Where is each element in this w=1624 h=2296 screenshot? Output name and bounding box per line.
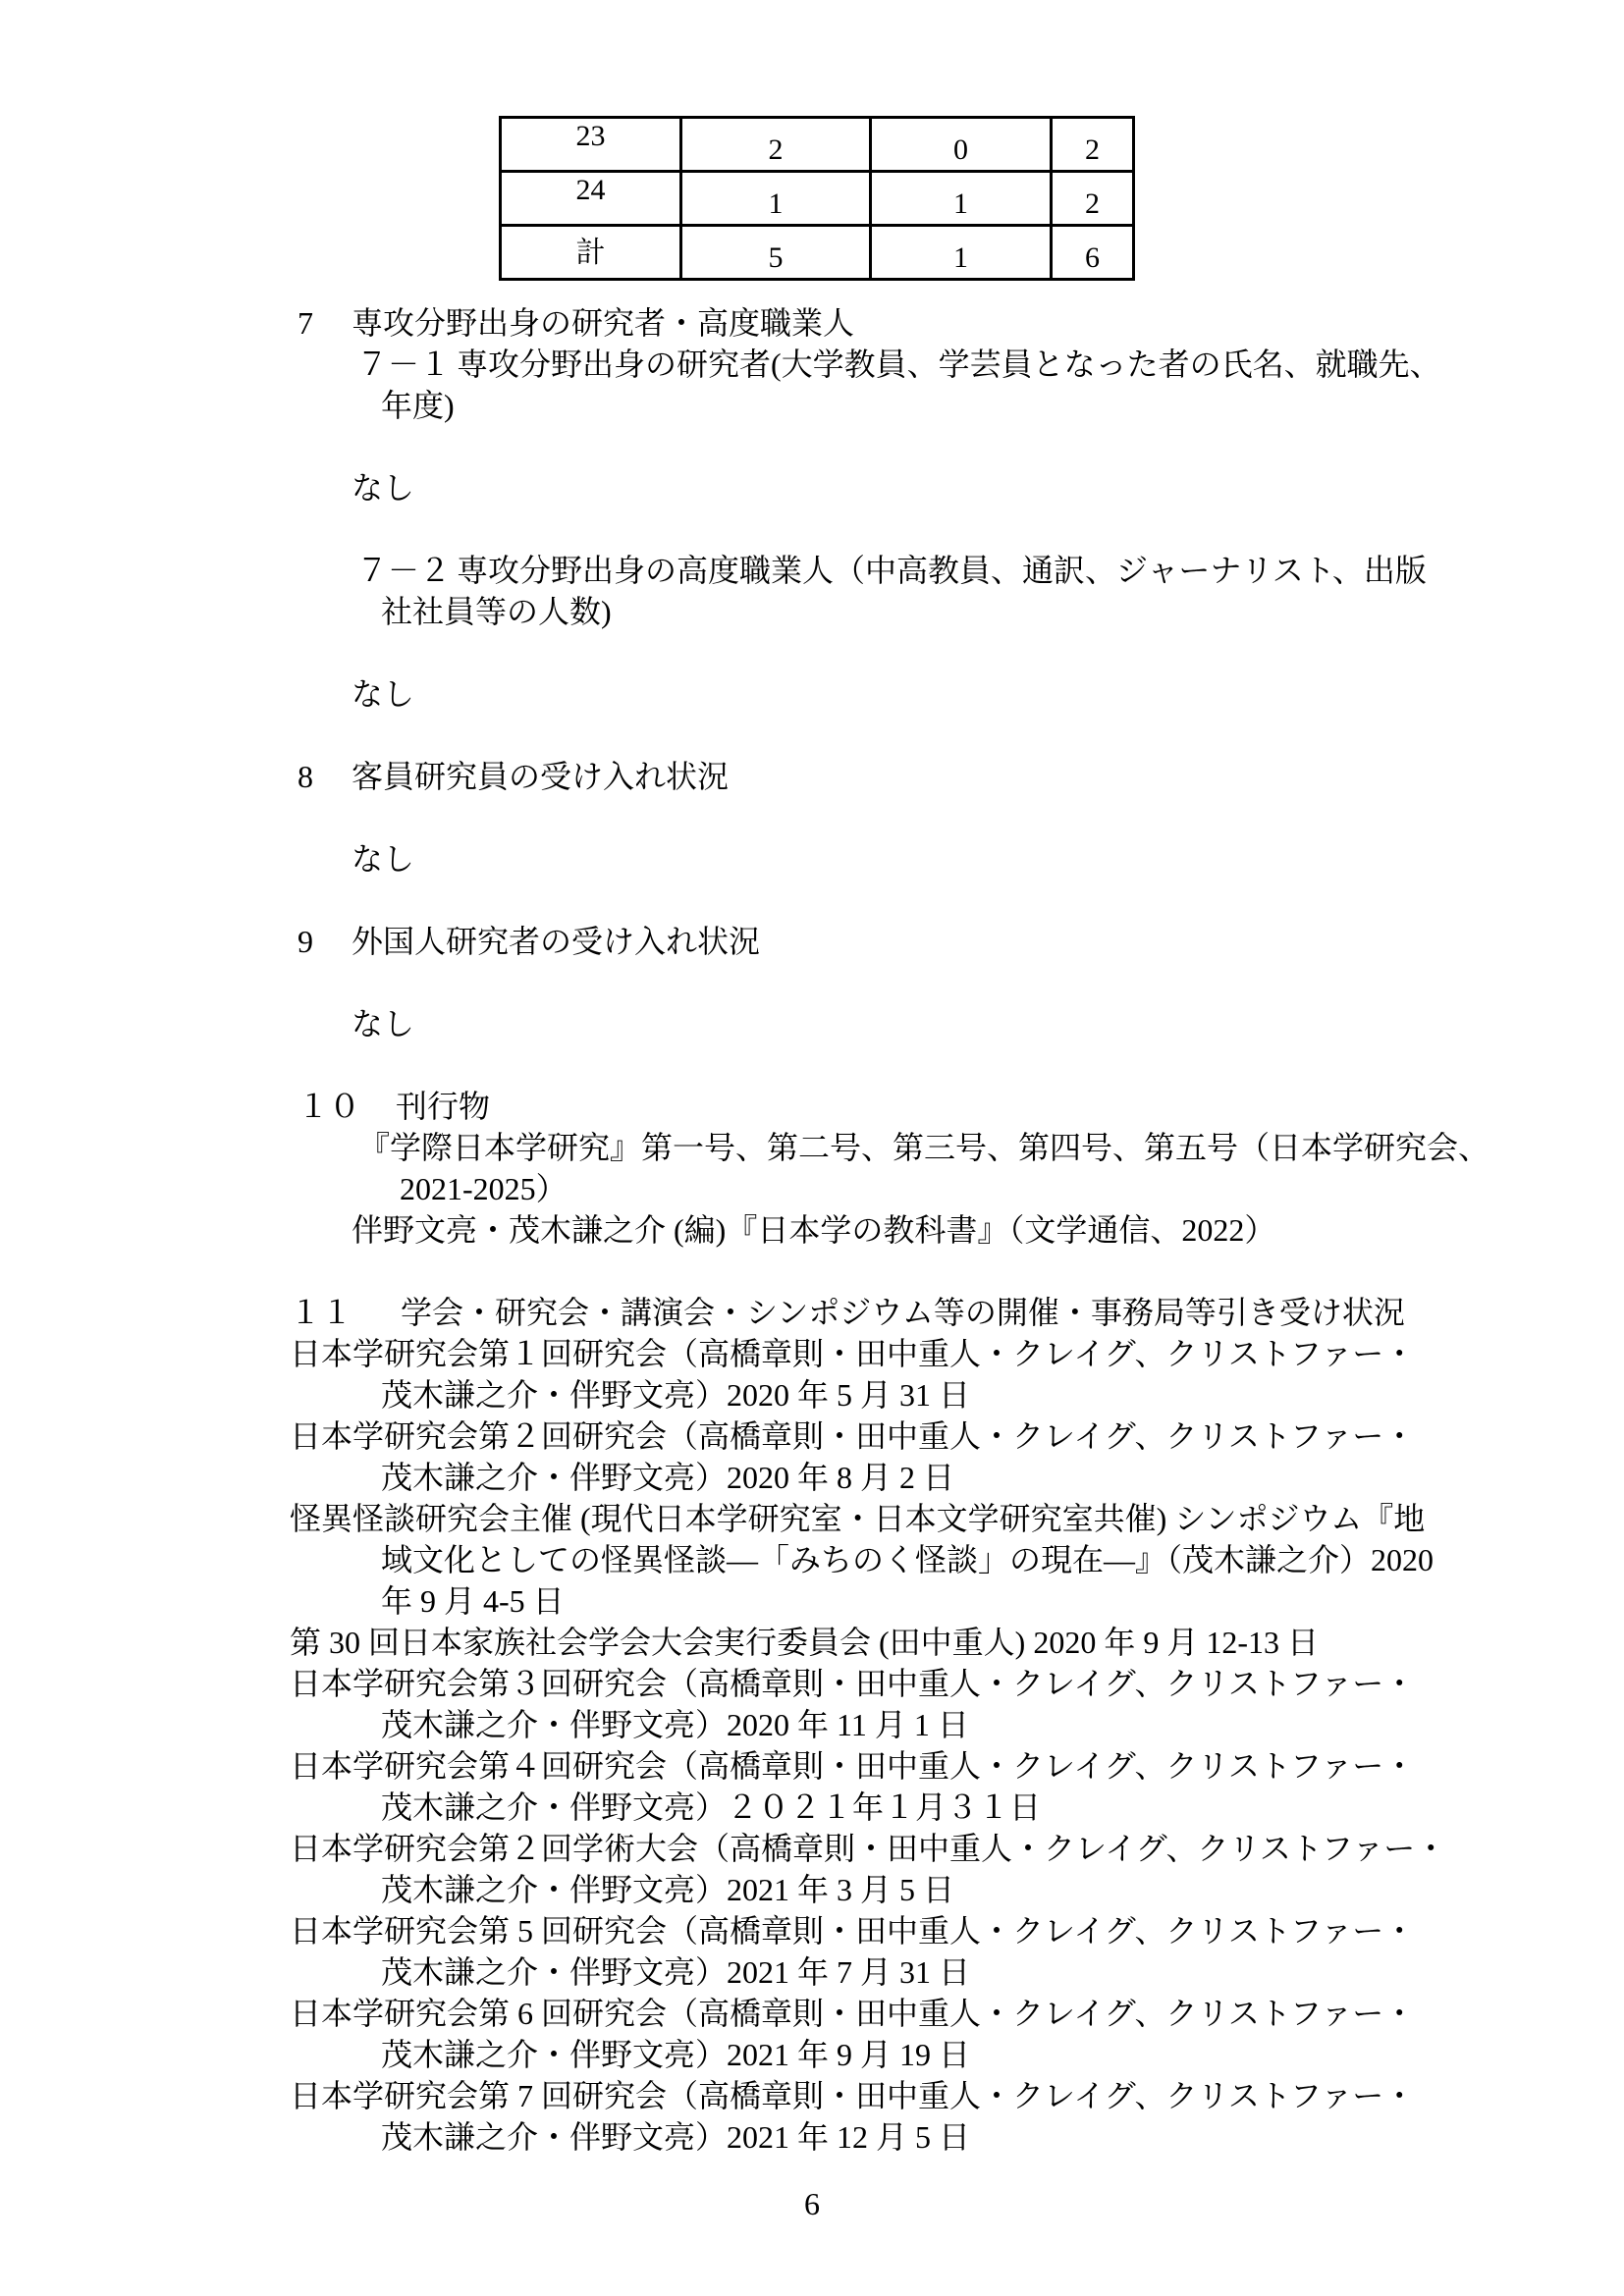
table-row-label: 24 — [501, 172, 681, 226]
publication-text: 伴野文亮・茂木謙之介 (編)『日本学の教科書』（文学通信、2022） — [352, 1212, 1276, 1248]
result-text: なし — [352, 676, 415, 712]
result-text: なし — [352, 470, 415, 506]
event-text: 茂木謙之介・伴野文亮）2021 年 12 月 5 日 — [381, 2119, 971, 2155]
event-item-line — [290, 1745, 1416, 1787]
event-text: 茂木謙之介・伴野文亮）２０２１年１月３１日 — [381, 1789, 1042, 1825]
event-item-line — [381, 2034, 1389, 2075]
publication-text: 2021-2025） — [400, 1171, 568, 1206]
event-item-line — [290, 2075, 1416, 2116]
document-body — [290, 302, 1490, 2158]
table-row — [501, 226, 1134, 280]
page-number: 6 — [804, 2186, 820, 2221]
summary-table — [499, 116, 1135, 281]
event-text: 怪異怪談研究会主催 (現代日本学研究室・日本文学研究室共催) シンポジウム『地 — [290, 1501, 1426, 1536]
section9-title: 外国人研究者の受け入れ状況 — [352, 924, 761, 959]
section11-title: 学会・研究会・講演会・シンポジウム等の開催・事務局等引き受け状況 — [401, 1295, 1405, 1330]
event-item-line — [381, 1457, 1389, 1498]
event-item-line — [381, 1704, 1389, 1745]
section9-number: 9 — [298, 924, 313, 959]
event-text: 日本学研究会第 6 回研究会（高橋章則・田中重人・クレイグ、クリストファー・ — [290, 1996, 1416, 2031]
section7-heading — [298, 302, 1389, 344]
event-item-line — [381, 2116, 1389, 2158]
table-cell: 1 — [681, 172, 871, 226]
event-text: 茂木謙之介・伴野文亮）2021 年 3 月 5 日 — [381, 1872, 955, 1907]
section9-heading — [298, 921, 1389, 962]
section8-result — [352, 838, 1389, 880]
section11-heading — [290, 1292, 1405, 1333]
section8-heading — [298, 756, 1389, 797]
event-item-line — [381, 1580, 1389, 1622]
event-text: 年 9 月 4-5 日 — [381, 1583, 565, 1619]
publication-line — [400, 1168, 1389, 1209]
event-item-line — [290, 1415, 1416, 1457]
event-text: 域文化としての怪異怪談―「みちのく怪談」の現在―』（茂木謙之介）2020 — [381, 1542, 1435, 1577]
event-item-line — [290, 1993, 1416, 2034]
event-item-line — [381, 1787, 1389, 1828]
section11-number: １１ — [290, 1295, 353, 1330]
event-text: 茂木謙之介・伴野文亮）2020 年 8 月 2 日 — [381, 1460, 955, 1495]
event-text: 日本学研究会第３回研究会（高橋章則・田中重人・クレイグ、クリストファー・ — [290, 1666, 1416, 1701]
event-text: 日本学研究会第４回研究会（高橋章則・田中重人・クレイグ、クリストファー・ — [290, 1748, 1416, 1784]
section10-number: １０ — [298, 1089, 361, 1124]
result-text: なし — [352, 841, 415, 877]
section9-result — [352, 1003, 1389, 1044]
section7-1-title-line1: 専攻分野出身の研究者(大学教員、学芸員となった者の氏名、就職先、 — [457, 347, 1441, 382]
event-item-line — [290, 1498, 1426, 1539]
event-item-line — [381, 1374, 1389, 1415]
event-text: 日本学研究会第２回研究会（高橋章則・田中重人・クレイグ、クリストファー・ — [290, 1418, 1416, 1454]
table-row-label: 23 — [501, 118, 681, 172]
section10-title: 刊行物 — [396, 1089, 491, 1124]
table-row — [501, 118, 1134, 172]
table-cell: 1 — [871, 172, 1052, 226]
event-item-line — [290, 1333, 1416, 1374]
event-text: 第 30 回日本家族社会学会大会実行委員会 (田中重人) 2020 年 9 月 12-13 日 — [290, 1625, 1319, 1660]
table-cell: 2 — [1052, 118, 1134, 172]
publication-line — [352, 1209, 1389, 1251]
event-item-line — [381, 1869, 1389, 1910]
section7-1-title-line2 — [381, 385, 1389, 426]
table-cell: 1 — [871, 226, 1052, 280]
section7-2-title-line2-text: 社社員等の人数) — [381, 594, 612, 629]
event-item-line — [290, 1828, 1447, 1869]
event-item-line — [290, 1622, 1389, 1663]
section10-heading — [298, 1086, 1389, 1127]
table-cell: 2 — [1052, 172, 1134, 226]
table-row — [501, 172, 1134, 226]
table-row-label: 計 — [501, 226, 681, 280]
event-item-line — [381, 1951, 1389, 1993]
section7-1-result — [352, 467, 1389, 508]
section7-2-result — [352, 673, 1389, 715]
event-text: 日本学研究会第 7 回研究会（高橋章則・田中重人・クレイグ、クリストファー・ — [290, 2078, 1416, 2113]
table-cell: 0 — [871, 118, 1052, 172]
event-item-line — [290, 1663, 1416, 1704]
table-cell: 6 — [1052, 226, 1134, 280]
event-item-line — [381, 1539, 1435, 1580]
event-text: 日本学研究会第２回学術大会（高橋章則・田中重人・クレイグ、クリストファー・ — [290, 1831, 1447, 1866]
event-text: 茂木謙之介・伴野文亮）2021 年 9 月 19 日 — [381, 2037, 971, 2072]
section7-2-title-line1: 専攻分野出身の高度職業人（中高教員、通訳、ジャーナリスト、出版 — [457, 553, 1427, 588]
section8-number: 8 — [298, 759, 313, 794]
section7-1-heading — [356, 344, 1441, 385]
event-text: 茂木謙之介・伴野文亮）2020 年 5 月 31 日 — [381, 1377, 971, 1413]
section7-2-number: ７－２ — [356, 553, 452, 588]
publication-line — [358, 1127, 1490, 1168]
section8-title: 客員研究員の受け入れ状況 — [352, 759, 730, 794]
publication-text: 『学際日本学研究』第一号、第二号、第三号、第四号、第五号（日本学研究会、 — [358, 1130, 1490, 1165]
section7-number: 7 — [298, 305, 313, 341]
section7-1-number: ７－１ — [356, 347, 452, 382]
table-cell: 2 — [681, 118, 871, 172]
section7-title: 専攻分野出身の研究者・高度職業人 — [352, 305, 855, 341]
event-text: 日本学研究会第 5 回研究会（高橋章則・田中重人・クレイグ、クリストファー・ — [290, 1913, 1416, 1949]
table-cell: 5 — [681, 226, 871, 280]
event-text: 日本学研究会第１回研究会（高橋章則・田中重人・クレイグ、クリストファー・ — [290, 1336, 1416, 1371]
section7-1-title-line2-text: 年度) — [381, 388, 455, 423]
event-item-line — [290, 1910, 1416, 1951]
section7-2-title-line2 — [381, 591, 1389, 632]
event-text: 茂木謙之介・伴野文亮）2021 年 7 月 31 日 — [381, 1954, 971, 1990]
section7-2-heading — [356, 550, 1427, 591]
result-text: なし — [352, 1006, 415, 1041]
event-text: 茂木謙之介・伴野文亮）2020 年 11 月 1 日 — [381, 1707, 969, 1742]
